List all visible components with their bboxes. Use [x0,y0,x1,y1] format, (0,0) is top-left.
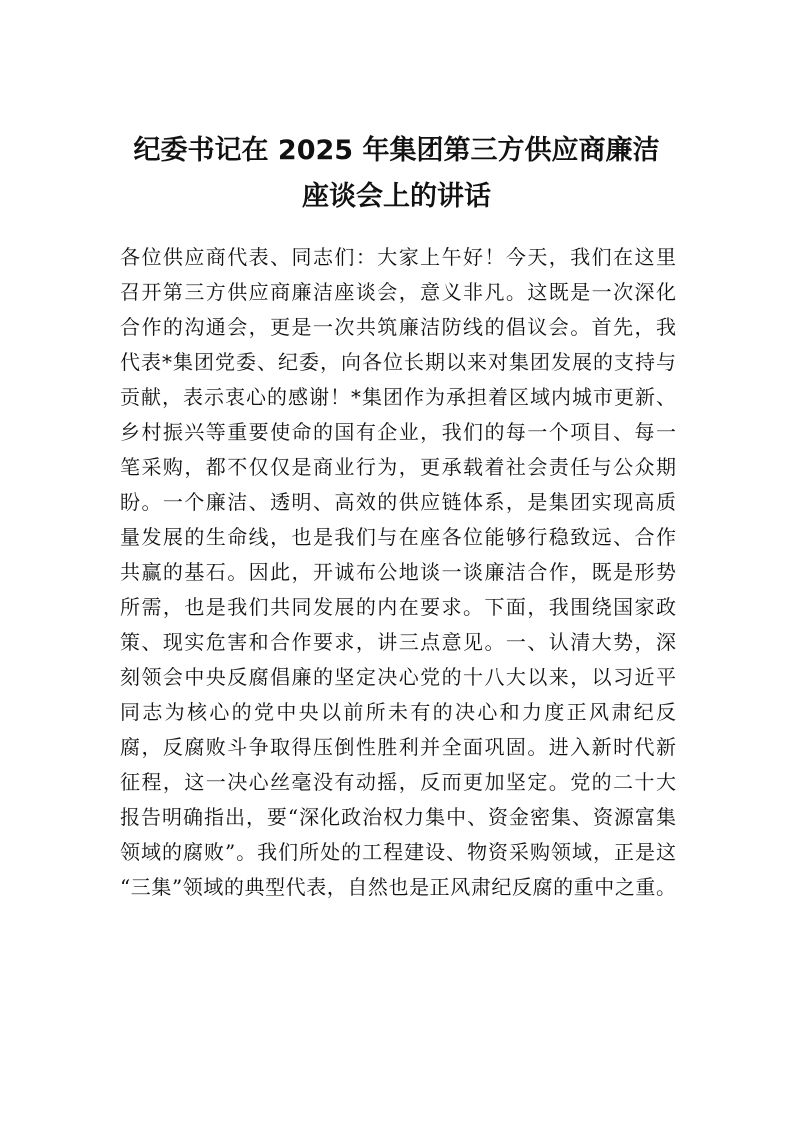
body-line: 刻领会中央反腐倡廉的坚定决心党的十八大以来，以习近平 [120,665,676,689]
speech-body [120,240,676,905]
title-line: 纪委书记在 2025 年集团第三方供应商廉洁 [133,135,660,166]
body-line: 笔采购，都不仅仅是商业行为，更承载着社会责任与公众期 [120,455,676,479]
body-line: 量发展的生命线，也是我们与在座各位能够行稳致远、合作 [120,525,676,549]
body-line: 乡村振兴等重要使命的国有企业，我们的每一个项目、每一 [120,420,676,444]
body-line: 合作的沟通会，更是一次共筑廉洁防线的倡议会。首先，我 [120,315,676,339]
body-line: 腐，反腐败斗争取得压倒性胜利并全面巩固。进入新时代新 [120,735,676,759]
body-line: 所需，也是我们共同发展的内在要求。下面，我围绕国家政 [120,595,676,619]
body-line: 共赢的基石。因此，开诚布公地谈一谈廉洁合作，既是形势 [120,560,676,584]
body-line: 报告明确指出，要“深化政治权力集中、资金密集、资源富集 [120,805,676,829]
body-line: 各位供应商代表、同志们：大家上午好！今天，我们在这里 [120,245,676,269]
body-line: 策、现实危害和合作要求，讲三点意见。一、认清大势，深 [120,630,676,654]
body-line: 盼。一个廉洁、透明、高效的供应链体系，是集团实现高质 [120,490,676,514]
body-line: 代表*集团党委、纪委，向各位长期以来对集团发展的支持与 [120,350,676,374]
body-line: “三集”领域的典型代表，自然也是正风肃纪反腐的重中之重。 [120,875,676,899]
title-line: 座谈会上的讲话 [302,181,491,212]
body-line: 召开第三方供应商廉洁座谈会，意义非凡。这既是一次深化 [120,280,676,304]
body-line: 领域的腐败”。我们所处的工程建设、物资采购领域，正是这 [120,840,676,864]
document-title [100,128,693,220]
body-line: 同志为核心的党中央以前所未有的决心和力度正风肃纪反 [120,700,676,724]
body-line: 征程，这一决心丝毫没有动摇，反而更加坚定。党的二十大 [120,770,676,794]
body-line: 贡献，表示衷心的感谢！*集团作为承担着区域内城市更新、 [120,385,676,409]
